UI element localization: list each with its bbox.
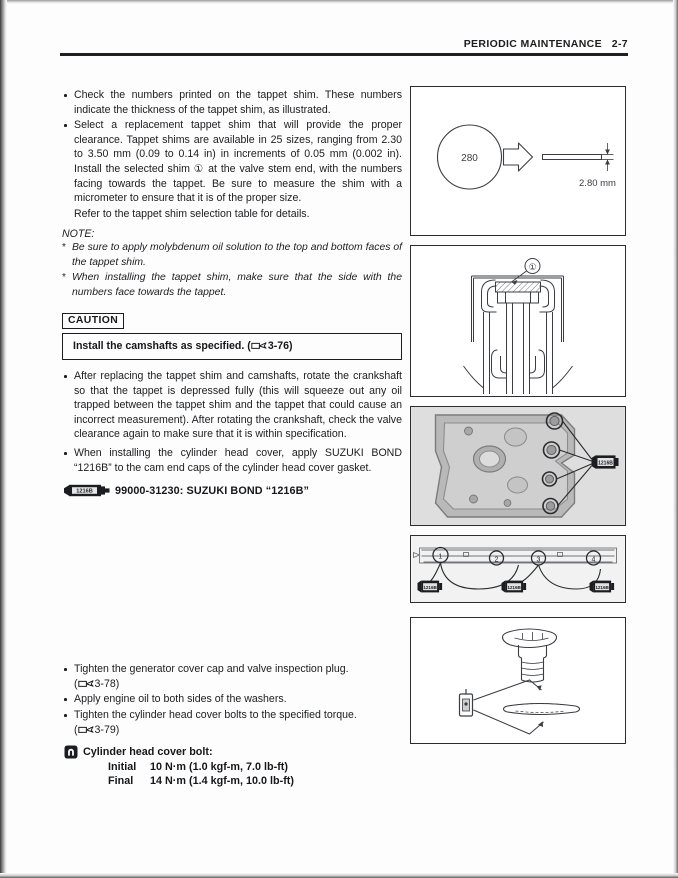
list-item: When installing the cylinder head cover, apply SUZUKI BOND “1216B” to the cam end caps of the cylinder head cover gasket. [62,446,402,475]
torque-row [64,775,402,787]
figure-shim-thickness [410,86,626,236]
note-list [62,241,402,300]
page-number: 2-7 [611,38,628,50]
shim-thickness-label: 2.80 mm [579,178,616,189]
caution-text [62,333,402,360]
torque-row-label: Final [108,775,134,788]
torque-row-value: 10 N·m (1.0 kgf-m, 7.0 lb-ft) [150,761,288,774]
svg-text:4: 4 [591,556,596,564]
page-edge-left [0,0,7,878]
list-item: * Be sure to apply molybdenum oil solution to the top and bottom faces of the tappet shim. [62,241,402,270]
svg-text:1: 1 [438,553,443,561]
shim-number-label: 280 [461,153,478,164]
bullet-list-mid [62,369,402,475]
torque-spec-header [64,745,402,759]
torque-spec-title: Cylinder head cover bolt: [83,746,213,759]
caution-block [62,310,402,360]
list-item: Tighten the cylinder head cover bolts to the specified torque. ( 3-79) [62,708,402,737]
list-item: Apply engine oil to both sides of the washers. [62,692,402,707]
list-item-text: Tighten the cylinder head cover bolts to the specified torque. [74,708,357,721]
cross-reference-icon [78,726,94,734]
bullet-list-bottom [62,662,402,737]
caution-text-after: ) [289,339,293,352]
cross-reference-icon [78,680,94,688]
figure-head-cover-photo [410,406,626,526]
page-edge-bottom [0,873,678,878]
list-item: Check the numbers printed on the tappet shim. These numbers indicate the thickness of the tappet shim, as illustrated. [62,88,402,117]
page-header [60,38,628,56]
torque-row [64,761,402,773]
svg-text:3: 3 [536,556,541,564]
refer-line: Refer to the tappet shim selection table for details. [74,207,310,220]
header-rule [60,53,628,56]
torque-wrench-icon [64,745,78,759]
note-label: NOTE: [62,228,95,241]
bond-part-number: 99000-31230: SUZUKI BOND “1216B” [115,484,310,497]
list-item: After replacing the tappet shim and camshafts, rotate the crankshaft so that the tappet is depressed fully (this will squeeze out any oil trapped between the tappet shim and the tappet that could cause an incorrect measurement). After rotating the crankshaft, check the valve clearance again to make sure that it is within specification. [62,369,402,442]
bullet-list-top [62,88,402,206]
bond-icon-label-gasket: 1216B [595,585,609,591]
bond-icon-label-gasket: 1216B [507,585,521,591]
figure-tappet-cross-section [410,245,626,397]
header-title-line [60,38,628,50]
page-edge-top [0,0,678,4]
torque-spec-block [62,745,402,787]
page-edge-right [673,0,678,878]
reference-page: 3-79 [94,723,116,736]
list-item: Select a replacement tappet shim that will provide the proper clearance. Tappet shims are available in 25 sizes, ranging from 2.30 to 3.50 mm (0.09 to 0.14 in) in increments of 0.05 mm (0.002 in). Install the selected shim ① at the valve stem end, with the numbers facing towards the tappet. Be sure to measure the shim with a micrometer to ensure that it is of the proper size. [62,118,402,206]
bond-icon-label-head: 1216B [598,460,613,467]
callout-1-label: ① [528,262,537,272]
oil-icon [460,689,473,716]
torque-row-value: 14 N·m (1.4 kgf-m, 10.0 lb-ft) [150,775,294,788]
section-title: PERIODIC MAINTENANCE [463,38,602,50]
list-item: Tighten the generator cover cap and valve inspection plug. ( 3-78) [62,662,402,691]
cross-reference-icon [251,342,267,350]
text-column [62,88,402,787]
list-item: * When installing the tappet shim, make sure that the side with the numbers face towards the tappet. [62,271,402,300]
figure-washer-oiling [410,617,626,744]
caution-ref-page: 3-76 [267,339,290,352]
sealant-tube-icon [64,484,110,497]
caution-text-before: Install the camshafts as specified. ( [73,339,251,352]
svg-text:2: 2 [494,556,499,564]
bond-icon-label-gasket: 1216B [423,585,437,591]
svg-text:1216B: 1216B [76,488,93,495]
bond-spec-line [62,484,402,497]
torque-row-label: Initial [108,761,137,774]
list-item-text: Tighten the generator cover cap and valve inspection plug. [74,663,349,676]
figure-column [410,86,626,753]
reference-page: 3-78 [94,677,116,690]
figure-gasket-bond-points [410,535,626,603]
caution-label: CAUTION [62,313,124,329]
